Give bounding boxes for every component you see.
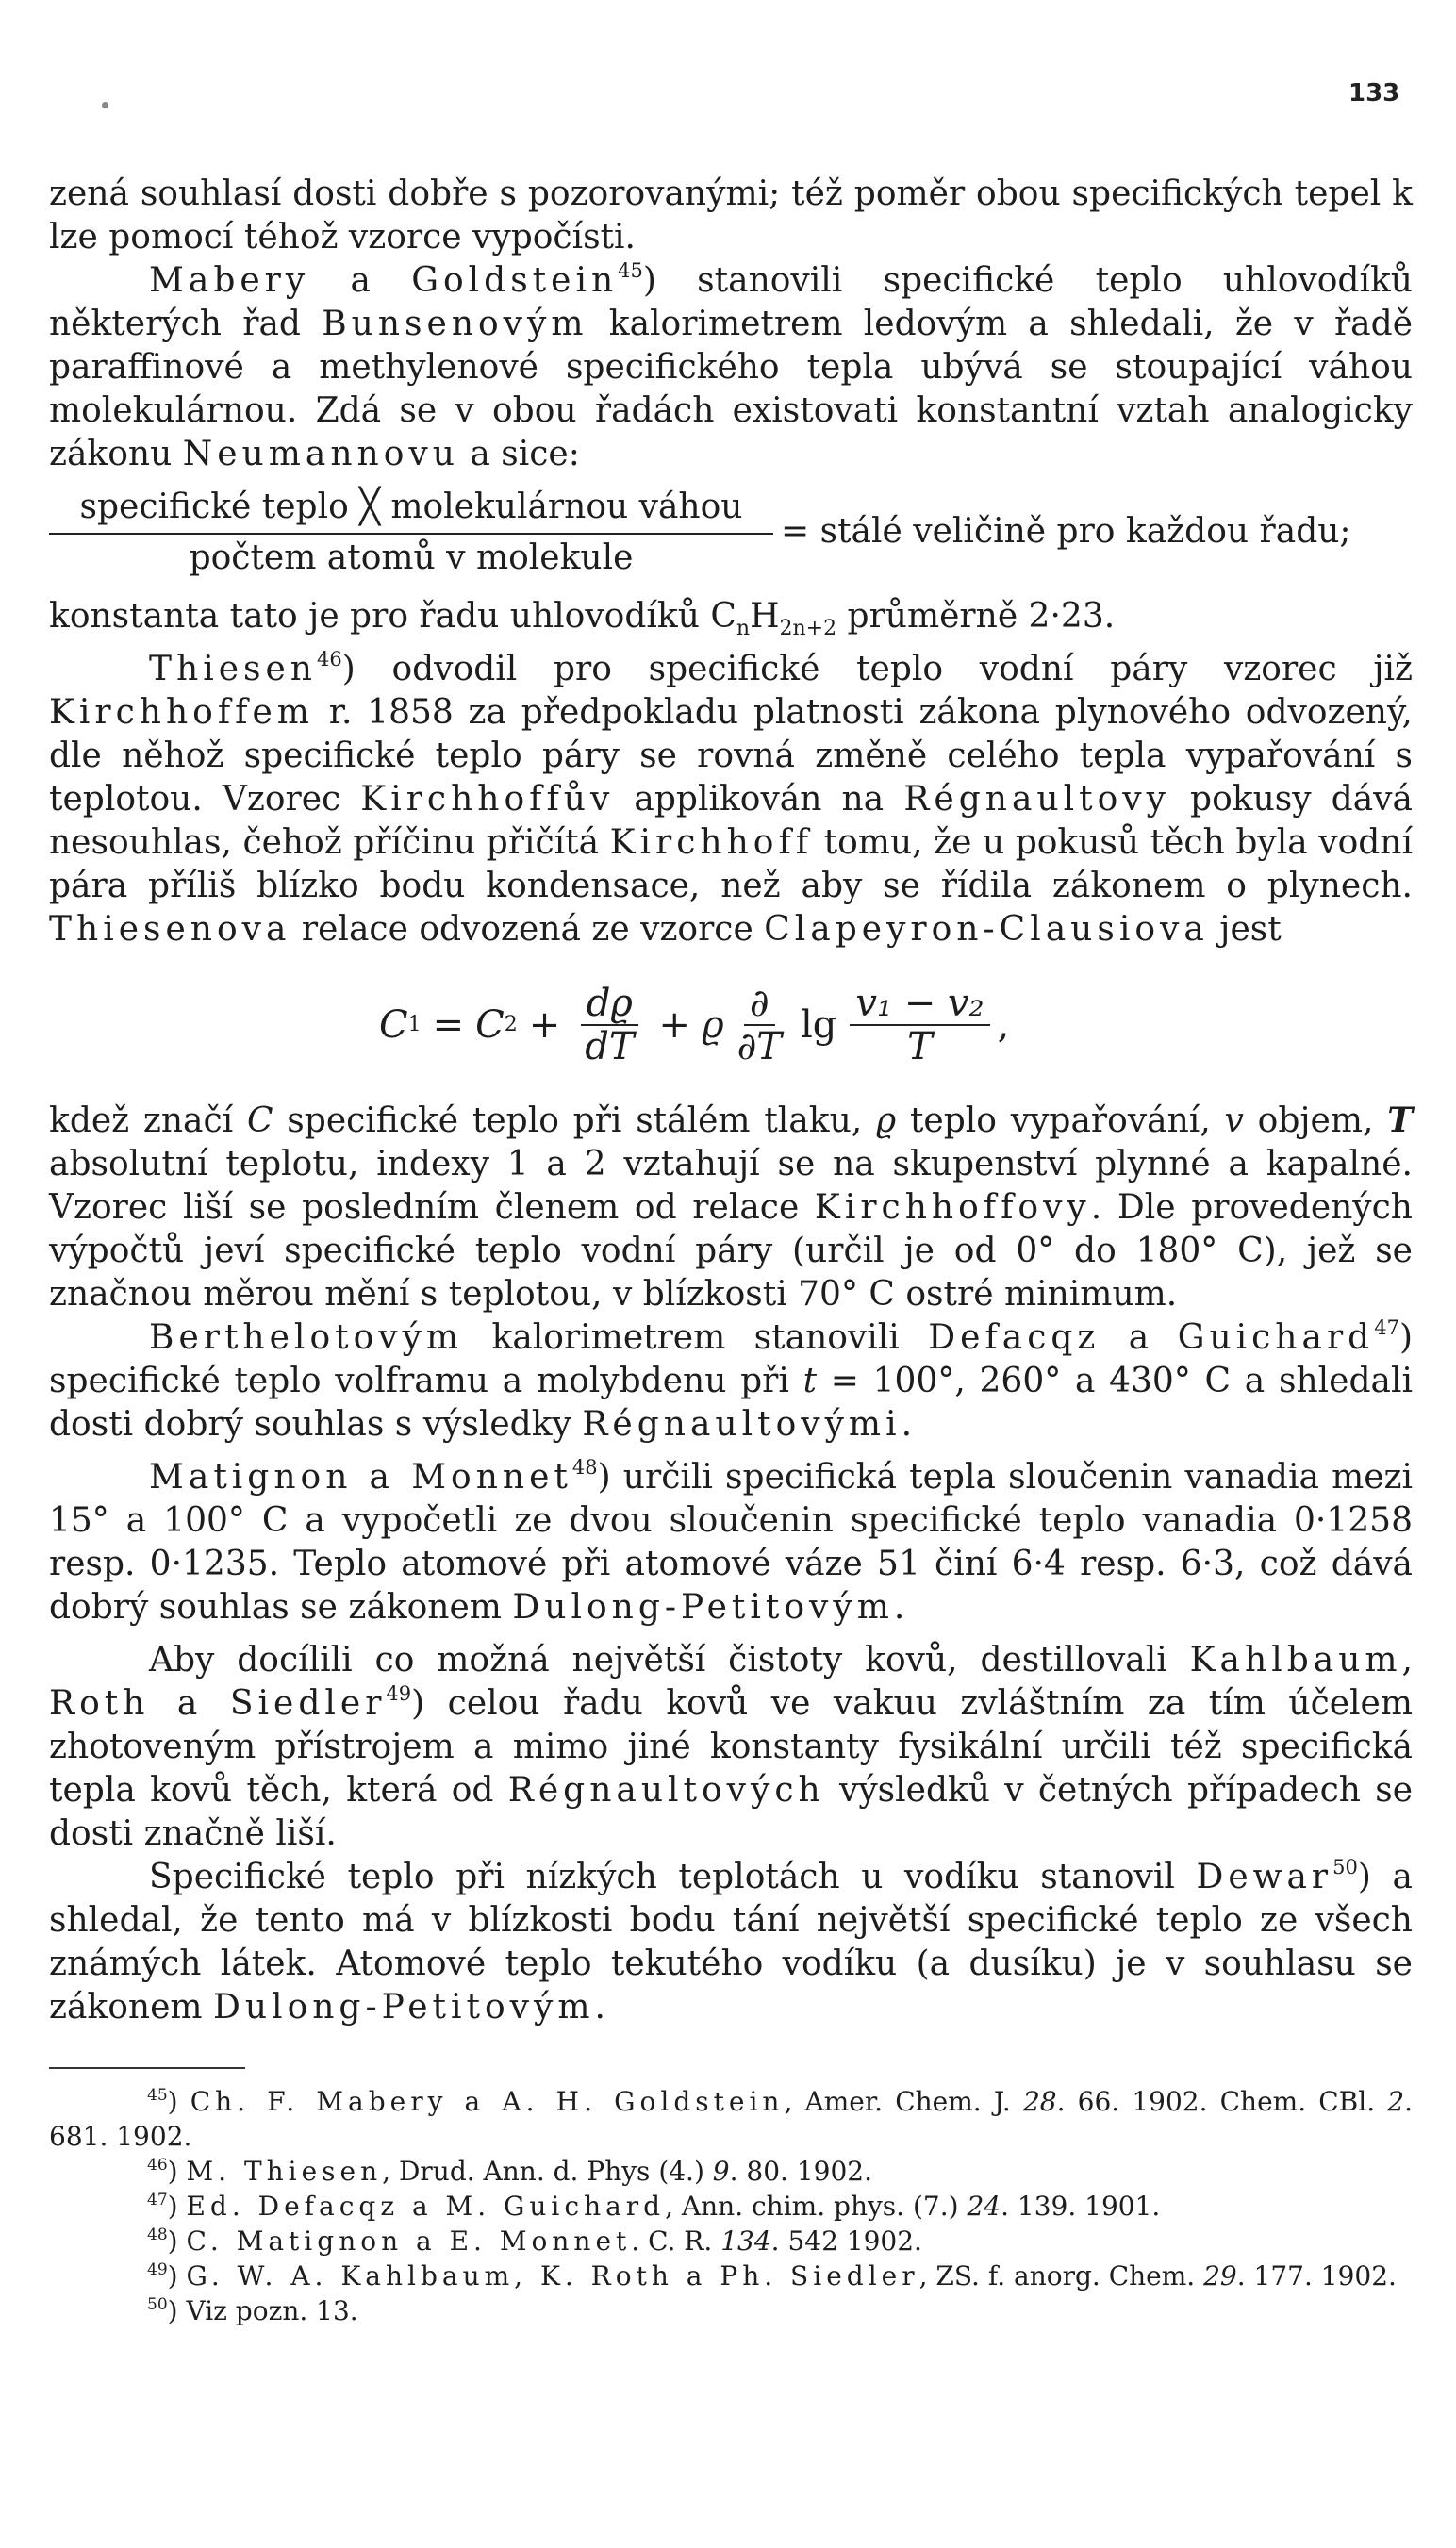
footnote-authors: Ed. Defacqz a M. Guichard bbox=[186, 2191, 666, 2222]
author-name: Neumannovu bbox=[182, 435, 459, 473]
paragraph-text: teplo vypařování, bbox=[896, 1101, 1225, 1140]
formula-symbol: ϱ bbox=[702, 1003, 724, 1047]
footnote: $^{46}$) M. Thiesen, Drud. Ann. d. Phys (4.) 9. 80. 1902. bbox=[147, 2156, 873, 2187]
paragraph-text: jest bbox=[1208, 910, 1282, 949]
fraction bbox=[850, 984, 989, 1066]
footnote-text: . 177. 1902. bbox=[1236, 2260, 1397, 2292]
paragraph-text: ) stanovili specifické teplo uhlovodíků některých řad bbox=[49, 261, 1413, 343]
footnote-number: 48 bbox=[147, 2225, 168, 2244]
formula-function: lg bbox=[800, 1003, 837, 1047]
fraction bbox=[732, 984, 787, 1066]
footnote-text: . 80. 1902. bbox=[729, 2156, 873, 2187]
paragraph-definitions bbox=[49, 1099, 1413, 1316]
footnote-text: Viz pozn. 13. bbox=[186, 2295, 358, 2326]
footnote: $^{50}$) Viz pozn. 13. bbox=[147, 2295, 358, 2326]
footnote-text: , Amer. Chem. J. bbox=[784, 2086, 1023, 2117]
footnote-authors: C. Matignon a E. Monnet bbox=[186, 2225, 632, 2257]
subscript: 2n+2 bbox=[779, 617, 837, 641]
footnote-text: . C. R. bbox=[631, 2225, 721, 2257]
paragraph-thiesen bbox=[49, 648, 1413, 951]
paragraph-text: ) a shledal, že tento má v blízkosti bodu tání největší specifické teplo ze všech známých látek. Atomové teplo tekutého vodíku (a dusíku) je v souhlasu se zákonem bbox=[49, 1858, 1413, 2027]
author-name: Régnaultovy bbox=[903, 780, 1170, 819]
paragraph-text: kalorimetrem ledovým a shledali, že v řadě paraffinové a methylenové specifického tepla ubývá se stoupající váhou molekulárnou. Zdá se v obou řadách existovati konstantní vztah analogicky zákonu bbox=[49, 305, 1413, 473]
conjunction: a bbox=[352, 1458, 412, 1497]
paragraph-berthelot bbox=[49, 1316, 1413, 1447]
author-name: Bunsenovým bbox=[322, 305, 588, 343]
paragraph-text: . bbox=[594, 1988, 605, 2027]
author-name: Régnaultovými bbox=[582, 1405, 902, 1444]
formula-clapeyron-clausius bbox=[49, 968, 1413, 1082]
author-name: Roth bbox=[49, 1684, 150, 1723]
author-name: Régnaultových bbox=[507, 1771, 825, 1810]
author-name: Clapeyron-Clausiova bbox=[764, 910, 1209, 949]
footnote-volume: 29 bbox=[1203, 2260, 1237, 2292]
fraction-numerator: specifické teplo ╳ molekulárnou váhou bbox=[49, 486, 773, 535]
footnote-authors: M. Thiesen bbox=[186, 2156, 383, 2187]
paragraph-text: výsledků v četných případech se dosti značně liší. bbox=[49, 1771, 1414, 1853]
paragraph-text: applikován na bbox=[614, 780, 904, 819]
author-name: Matignon bbox=[149, 1458, 353, 1497]
paragraph-text: ) odvodil pro specifické teplo vodní páry vzorec již bbox=[341, 650, 1413, 688]
author-name: Dulong-Petitovým bbox=[512, 1588, 894, 1627]
formula-symbol: C bbox=[246, 1101, 273, 1140]
author-name: Kahlbaum bbox=[1189, 1641, 1402, 1679]
paragraph-constant bbox=[49, 595, 1413, 641]
footnote: $^{48}$) C. Matignon a E. Monnet. C. R. 134. 542 1902. bbox=[147, 2225, 922, 2257]
fraction bbox=[579, 984, 639, 1066]
fraction-numerator: v₁ − v₂ bbox=[850, 984, 989, 1026]
formula-symbol: ϱ bbox=[876, 1101, 897, 1140]
paragraph-text: průměrně 2·23. bbox=[836, 597, 1116, 636]
author-name: Kirchhoffem bbox=[49, 693, 314, 732]
footnote-volume: 9 bbox=[712, 2156, 730, 2187]
paragraph-continuation bbox=[49, 173, 1413, 259]
formula-specific-heat-ratio bbox=[49, 486, 1413, 584]
formula-symbol: v bbox=[1224, 1101, 1244, 1140]
paragraph-text: = 100°, 260° a 430° C a shledali dosti dobrý souhlas s výsledky bbox=[49, 1362, 1414, 1444]
paragraph-matignon bbox=[49, 1456, 1413, 1630]
subscript: n bbox=[736, 617, 751, 641]
footnotes bbox=[49, 2084, 1413, 2328]
formula-symbol: C bbox=[475, 1003, 505, 1047]
author-name: Guichard bbox=[1177, 1318, 1375, 1357]
paragraph-text: a sice: bbox=[458, 435, 580, 473]
footnote: $^{45}$) Ch. F. Mabery a A. H. Goldstein, Amer. Chem. J. 28. 66. 1902. Chem. CBl. 2. 681. 1902. bbox=[49, 2086, 1413, 2152]
paragraph-text: r. 1858 za předpokladu platnosti zákona plynového odvozený, dle něhož specifické teplo páry se rovná změně celého tepla vypařování s teplotou. Vzorec bbox=[49, 693, 1413, 819]
formula-operator: + bbox=[528, 1003, 561, 1047]
formula-punctuation: , bbox=[997, 1003, 1010, 1047]
paragraph-text: konstanta tato je pro řadu uhlovodíků C bbox=[49, 597, 736, 636]
footnote-text: . 542 1902. bbox=[770, 2225, 922, 2257]
author-name: Dulong-Petitovým bbox=[213, 1988, 595, 2027]
paragraph-text: objem, bbox=[1243, 1101, 1388, 1140]
fraction-denominator: počtem atomů v molekule bbox=[189, 538, 634, 577]
paragraph-text: tomu, že u pokusů těch byla vodní pára příliš blízko bodu kondensace, než aby se řídila zákonem o plynech. bbox=[49, 823, 1413, 905]
author-name: Mabery bbox=[149, 261, 310, 300]
author-name: Monnet bbox=[411, 1458, 572, 1497]
formula-symbol: T bbox=[1387, 1100, 1414, 1140]
author-name: Kirchhoffovy bbox=[814, 1188, 1091, 1227]
footnote-number: 46 bbox=[147, 2156, 168, 2175]
formula-symbol: H bbox=[750, 597, 780, 636]
footnote-ref: 45 bbox=[618, 259, 643, 282]
formula-row: C 1 = C 2 + $\frac{dϱ}{dT}$ + ϱ $\frac{\partial}{\partial T}$ lg $\frac{\text{v₁ − v₂}}{T}$ , bbox=[379, 982, 1010, 1068]
footnote-ref: 50 bbox=[1332, 1856, 1358, 1878]
footnote-ref: 49 bbox=[386, 1682, 412, 1705]
paragraph-kahlbaum bbox=[49, 1639, 1413, 1856]
conjunction: a bbox=[309, 261, 412, 300]
paragraph-dewar bbox=[49, 1856, 1413, 2029]
footnote-authors: Ch. F. Mabery a A. H. Goldstein bbox=[190, 2086, 785, 2117]
fraction-denominator: ∂T bbox=[736, 1025, 782, 1068]
author-name: Kirchhoffův bbox=[360, 780, 615, 819]
footnote-volume: 2 bbox=[1387, 2086, 1405, 2117]
paragraph-text: . bbox=[893, 1588, 905, 1627]
fraction-denominator: dT bbox=[585, 1025, 635, 1068]
paragraph-text: Specifické teplo při nízkých teplotách u vodíku stanovil bbox=[149, 1858, 1197, 1896]
footnote-number: 45 bbox=[147, 2086, 168, 2105]
footnote-ref: 47 bbox=[1374, 1316, 1399, 1339]
page-number: 133 bbox=[1348, 79, 1400, 108]
formula-operator: + bbox=[658, 1003, 691, 1047]
formula-symbol: t bbox=[802, 1362, 818, 1400]
paragraph-text: ) specifické teplo volframu a molybdenu při bbox=[49, 1318, 1413, 1400]
paragraph-text: Aby docílili co možná největší čistoty kovů, destillovali bbox=[149, 1641, 1190, 1679]
paragraph-text: ) určili specifická tepla sloučenin vanadia mezi 15° a 100° C a vypočetli ze dvou sloučenin specifické teplo vanadia 0·1258 resp. 0·1235. Teplo atomové při atomové váze 51 činí 6·4 resp. 6·3, což dává dobrý souhlas se zákonem bbox=[49, 1458, 1414, 1627]
paragraph-text: kalorimetrem stanovili bbox=[463, 1318, 929, 1357]
footnote-text: . 681. 1902. bbox=[49, 2086, 1413, 2152]
paragraph-text: kdež značí bbox=[49, 1101, 247, 1140]
footnote-divider bbox=[49, 2067, 245, 2069]
formula-operator: = bbox=[432, 1003, 465, 1047]
fraction-numerator: ∂ bbox=[744, 984, 775, 1026]
author-name: Siedler bbox=[229, 1684, 387, 1723]
footnote-volume: 134 bbox=[720, 2225, 771, 2257]
scan-speck bbox=[102, 102, 108, 108]
fraction-numerator: dϱ bbox=[581, 984, 638, 1026]
paragraph-text: . bbox=[901, 1405, 913, 1444]
footnote-ref: 46 bbox=[316, 648, 342, 670]
footnote-number: 49 bbox=[147, 2260, 168, 2279]
footnote-number: 50 bbox=[147, 2295, 168, 2314]
paragraph-text: pokusy dává nesouhlas, čehož příčinu přičítá bbox=[49, 780, 1413, 862]
author-name: Thiesen bbox=[149, 650, 317, 688]
author-name: Defacqz bbox=[928, 1318, 1100, 1357]
conjunction: , bbox=[1401, 1641, 1413, 1679]
footnote-text: , Drud. Ann. d. Phys (4.) bbox=[382, 2156, 713, 2187]
paragraph-text: . Dle provedených výpočtů jeví specifické teplo vodní páry (určil je od 0° do 180° C), jež se značnou měrou mění s teplotou, v blízkosti 70° C ostré minimum. bbox=[49, 1188, 1413, 1314]
author-name: Dewar bbox=[1196, 1858, 1333, 1896]
footnote: $^{47}$) Ed. Defacqz a M. Guichard, Ann. chim. phys. (7.) 24. 139. 1901. bbox=[147, 2191, 1161, 2222]
formula-rhs: = stálé veličině pro každou řadu; bbox=[781, 512, 1351, 551]
page-body bbox=[49, 173, 1413, 2328]
footnote-volume: 28 bbox=[1022, 2086, 1057, 2117]
formula-symbol: C bbox=[379, 1003, 408, 1047]
paragraph-text: zená souhlasí dosti dobře s pozorovanými; též poměr obou specifických tepel k lze pomocí téhož vzorce vypočísti. bbox=[49, 174, 1413, 256]
author-name: Kirchhoff bbox=[609, 823, 814, 862]
conjunction: a bbox=[149, 1684, 230, 1723]
author-name: Thiesenova bbox=[49, 910, 291, 949]
footnote-text: , ZS. f. anorg. Chem. bbox=[918, 2260, 1204, 2292]
footnote-number: 47 bbox=[147, 2191, 168, 2209]
author-name: Berthelotovým bbox=[149, 1318, 464, 1357]
footnote-ref: 48 bbox=[571, 1456, 598, 1479]
conjunction: a bbox=[1100, 1318, 1178, 1357]
paragraph-text: absolutní teplotu, indexy 1 a 2 vztahují se na skupenství plynné a kapalné. Vzorec liší se posledním členem od relace bbox=[49, 1145, 1413, 1227]
footnote-authors: G. W. A. Kahlbaum, K. Roth a Ph. Siedler bbox=[186, 2260, 919, 2292]
paragraph-text: specifické teplo při stálém tlaku, bbox=[273, 1101, 877, 1140]
fraction bbox=[49, 486, 773, 580]
paragraph-text: relace odvozená ze vzorce bbox=[290, 910, 765, 949]
footnote: $^{49}$) G. W. A. Kahlbaum, K. Roth a Ph. Siedler, ZS. f. anorg. Chem. 29. 177. 1902. bbox=[147, 2260, 1397, 2292]
footnote-text: . 66. 1902. Chem. CBl. bbox=[1056, 2086, 1388, 2117]
footnote-text: . 139. 1901. bbox=[1001, 2191, 1161, 2222]
footnote-text: , Ann. chim. phys. (7.) bbox=[665, 2191, 968, 2222]
footnote-volume: 24 bbox=[967, 2191, 1001, 2222]
fraction-denominator: T bbox=[907, 1025, 933, 1068]
paragraph-mabery bbox=[49, 259, 1413, 476]
author-name: Goldstein bbox=[411, 261, 619, 300]
paragraph-text: ) celou řadu kovů ve vakuu zvláštním za tím účelem zhotoveným přístrojem a mimo jiné konstanty fysikální určili též specifická tepla kovů těch, která od bbox=[49, 1684, 1413, 1810]
